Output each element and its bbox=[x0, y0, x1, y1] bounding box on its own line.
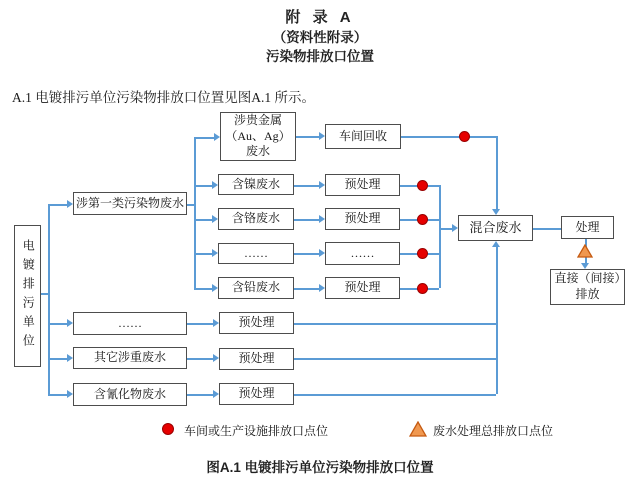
node-first-class-pollutant-wastewater: 涉第一类污染物废水 bbox=[73, 192, 187, 215]
workshop-outlet-marker-icon bbox=[417, 283, 428, 294]
flow-line bbox=[439, 185, 441, 288]
appendix-subtitle: （资料性附录） bbox=[272, 30, 368, 45]
flow-line bbox=[194, 137, 196, 288]
flow-line bbox=[294, 323, 496, 325]
arrow-icon bbox=[492, 241, 500, 247]
body-paragraph: A.1 电镀排污单位污染物排放口位置见图A.1 所示。 bbox=[12, 90, 315, 105]
node-treatment: 处理 bbox=[561, 216, 614, 239]
workshop-outlet-marker-icon bbox=[417, 180, 428, 191]
flow-line bbox=[48, 204, 50, 394]
flow-line bbox=[294, 394, 496, 396]
legend-workshop-outlet-label: 车间或生产设施排放口点位 bbox=[184, 424, 329, 438]
node-chromium-wastewater: 含铬废水 bbox=[218, 208, 294, 230]
node-ellipsis-wastewater: …… bbox=[218, 243, 294, 264]
flow-line bbox=[187, 204, 194, 206]
appendix-title: 附 录 A bbox=[285, 9, 355, 26]
figure-caption: 图A.1 电镀排污单位污染物排放口位置 bbox=[206, 460, 434, 475]
legend-workshop-outlet-icon bbox=[162, 423, 174, 435]
node-pretreatment: 预处理 bbox=[219, 383, 294, 405]
flow-line bbox=[533, 228, 561, 230]
total-outlet-marker-icon bbox=[577, 244, 593, 258]
flow-line bbox=[194, 185, 213, 187]
node-workshop-recovery: 车间回收 bbox=[325, 124, 401, 149]
node-ellipsis-other-wastewater: …… bbox=[73, 312, 187, 335]
node-lead-wastewater: 含铅废水 bbox=[218, 277, 294, 299]
node-pretreatment: 预处理 bbox=[219, 312, 294, 334]
flow-line bbox=[48, 323, 68, 325]
node-other-heavy-metal-wastewater: 其它涉重废水 bbox=[73, 347, 187, 369]
flow-line bbox=[294, 288, 320, 290]
flow-line bbox=[294, 253, 320, 255]
workshop-outlet-marker-icon bbox=[417, 214, 428, 225]
flow-line bbox=[41, 293, 48, 295]
flow-line bbox=[401, 136, 496, 138]
node-pretreatment: 预处理 bbox=[325, 277, 400, 299]
flow-line bbox=[294, 219, 320, 221]
node-direct-indirect-discharge: 直接（间接）排放 bbox=[550, 269, 625, 305]
flow-line bbox=[48, 204, 68, 206]
workshop-outlet-marker-icon bbox=[459, 131, 470, 142]
flow-line bbox=[187, 394, 213, 396]
legend-total-outlet-icon bbox=[409, 421, 427, 437]
flow-line bbox=[194, 288, 213, 290]
node-mixed-wastewater: 混合废水 bbox=[458, 215, 533, 241]
appendix-heading: 污染物排放口位置 bbox=[266, 49, 374, 64]
flow-line bbox=[187, 323, 213, 325]
flow-line bbox=[496, 136, 498, 209]
flow-line bbox=[48, 394, 68, 396]
flow-line bbox=[187, 358, 213, 360]
node-ellipsis-treatment: …… bbox=[325, 242, 400, 265]
flow-line bbox=[194, 219, 213, 221]
flow-line bbox=[496, 247, 498, 394]
node-cyanide-wastewater: 含氰化物废水 bbox=[73, 383, 187, 406]
node-nickel-wastewater: 含镍废水 bbox=[218, 174, 294, 195]
flow-line bbox=[194, 253, 213, 255]
node-electroplating-unit: 电镀排污单位 bbox=[14, 225, 41, 367]
node-pretreatment: 预处理 bbox=[219, 348, 294, 370]
flow-line bbox=[296, 136, 320, 138]
flow-line bbox=[294, 185, 320, 187]
flow-line bbox=[194, 137, 215, 139]
node-precious-metal-wastewater: 涉贵金属（Au、Ag）废水 bbox=[220, 112, 296, 161]
flow-line bbox=[294, 358, 496, 360]
flow-line bbox=[48, 358, 68, 360]
workshop-outlet-marker-icon bbox=[417, 248, 428, 259]
node-pretreatment: 预处理 bbox=[325, 208, 400, 230]
node-pretreatment: 预处理 bbox=[325, 174, 400, 196]
legend-total-outlet-label: 废水处理总排放口点位 bbox=[433, 424, 554, 438]
flow-line bbox=[439, 228, 453, 230]
